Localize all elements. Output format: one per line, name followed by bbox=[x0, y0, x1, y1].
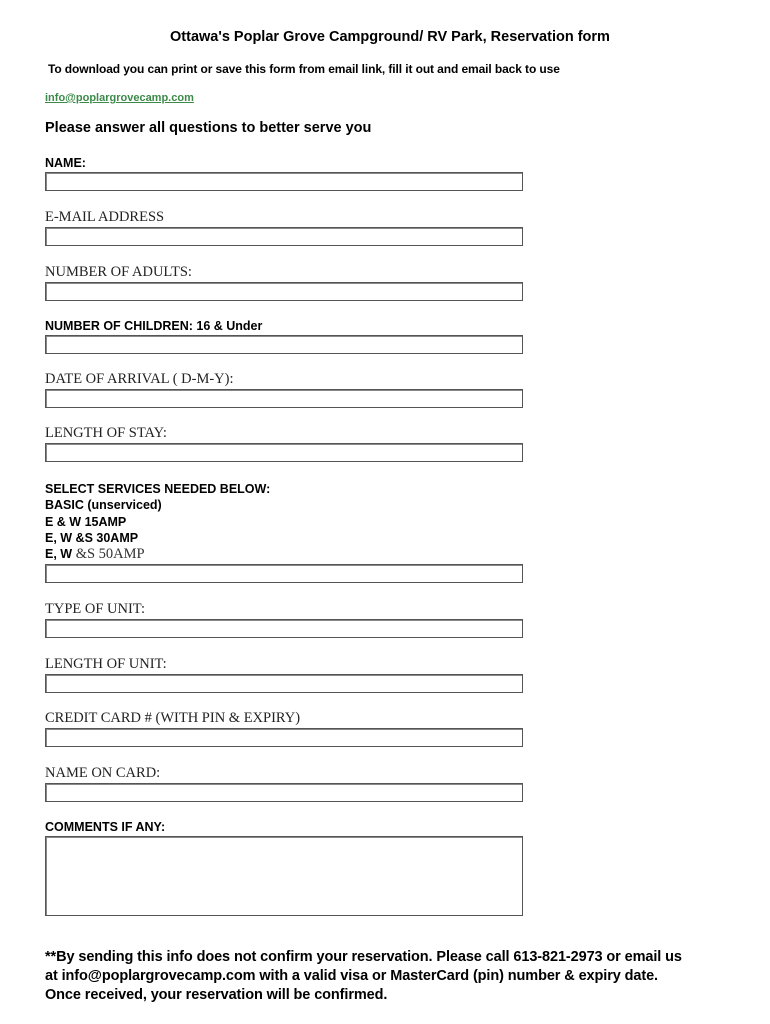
services-field[interactable] bbox=[45, 564, 523, 583]
email-label: E-MAIL ADDRESS bbox=[45, 209, 165, 225]
service-option-30amp: E, W &S 30AMP bbox=[45, 530, 139, 545]
adults-label: NUMBER OF ADULTS: bbox=[45, 264, 192, 280]
arrival-date-field[interactable] bbox=[45, 389, 523, 408]
length-of-stay-field[interactable] bbox=[45, 443, 523, 462]
form-title bbox=[0, 29, 770, 45]
credit-card-field[interactable] bbox=[45, 728, 523, 747]
notice-line-3: Once received, your reservation will be confirmed. bbox=[45, 987, 388, 1003]
name-on-card-field[interactable] bbox=[45, 783, 523, 802]
email-field[interactable] bbox=[45, 227, 523, 246]
unit-type-label: TYPE OF UNIT: bbox=[45, 601, 145, 617]
form-title-text: Ottawa's Poplar Grove Campground/ RV Park, Reservation form bbox=[170, 29, 610, 45]
services-block bbox=[45, 481, 270, 562]
unit-type-field[interactable] bbox=[45, 619, 523, 638]
name-label: NAME: bbox=[45, 156, 86, 170]
service-option-15amp: E & W 15AMP bbox=[45, 514, 127, 529]
comments-label: COMMENTS IF ANY: bbox=[45, 820, 166, 834]
name-on-card-label: NAME ON CARD: bbox=[45, 765, 161, 781]
service-option-50amp bbox=[45, 546, 270, 562]
intro-text: To download you can print or save this form from email link, fill it out and email back to use bbox=[48, 62, 560, 76]
name-field[interactable] bbox=[45, 172, 523, 191]
length-of-stay-label: LENGTH OF STAY: bbox=[45, 425, 167, 441]
credit-card-label: CREDIT CARD # (WITH PIN & EXPIRY) bbox=[45, 710, 301, 726]
arrival-date-label: DATE OF ARRIVAL ( D-M-Y): bbox=[45, 371, 234, 387]
service-option-50amp-prefix: E, W bbox=[45, 547, 73, 562]
unit-length-label: LENGTH OF UNIT: bbox=[45, 656, 167, 672]
confirmation-notice bbox=[45, 948, 745, 1005]
instructions-heading: Please answer all questions to better serve you bbox=[45, 120, 372, 136]
service-option-50amp-suffix: &S 50AMP bbox=[72, 546, 145, 563]
email-link[interactable]: info@poplargrovecamp.com bbox=[45, 92, 194, 104]
service-option-basic: BASIC (unserviced) bbox=[45, 498, 162, 513]
unit-length-field[interactable] bbox=[45, 674, 523, 693]
notice-line-2: at info@poplargrovecamp.com with a valid visa or MasterCard (pin) number & expiry date. bbox=[45, 968, 658, 984]
services-label: SELECT SERVICES NEEDED BELOW: bbox=[45, 482, 271, 496]
children-field[interactable] bbox=[45, 335, 523, 354]
adults-field[interactable] bbox=[45, 282, 523, 301]
notice-line-1: **By sending this info does not confirm your reservation. Please call 613-821-2973 or email us bbox=[45, 949, 682, 965]
comments-textarea[interactable] bbox=[45, 836, 523, 916]
children-label: NUMBER OF CHILDREN: 16 & Under bbox=[45, 319, 263, 333]
